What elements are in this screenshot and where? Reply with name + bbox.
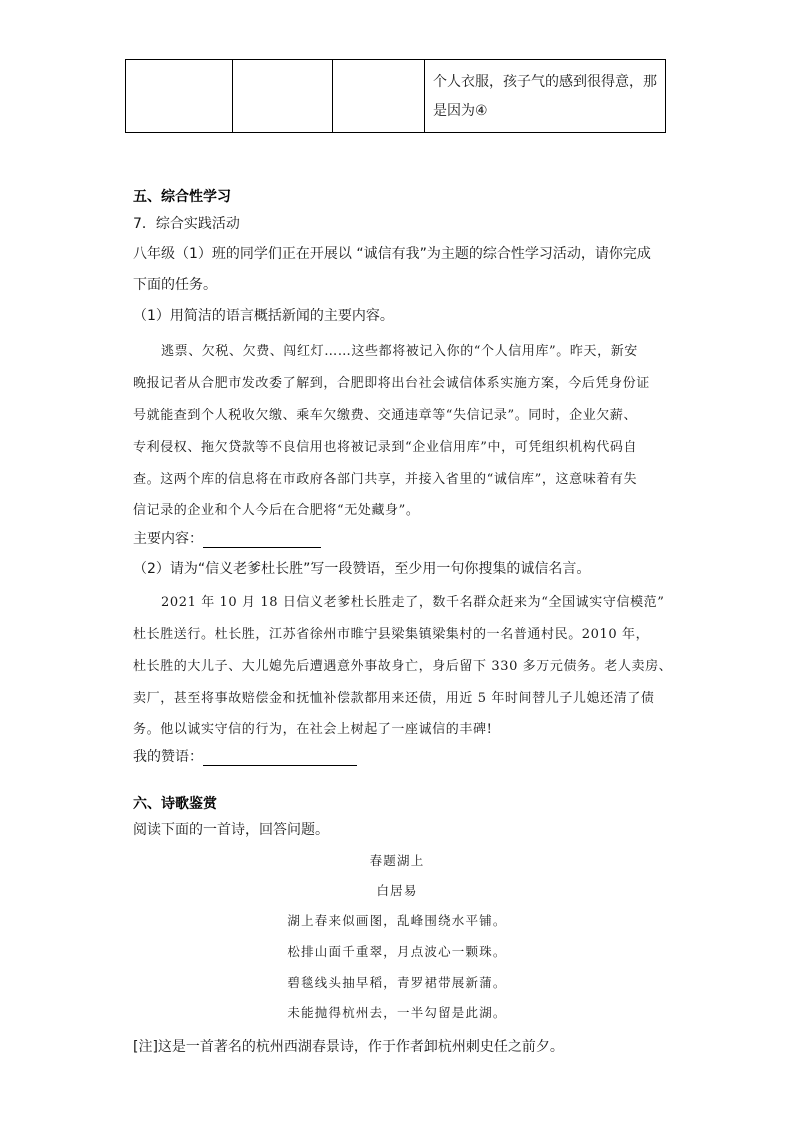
news-line: 逃票、欠税、欠费、闯红灯……这些都将被记入你的“个人信用库”。昨天，新安	[161, 344, 638, 359]
news-line: 专利侵权、拖欠贷款等不良信用也将被记录到“企业信用库”中，可凭组织机构代码自	[133, 440, 638, 455]
praise-label: 我的赞语：	[133, 749, 203, 765]
table-cell	[126, 60, 233, 133]
table-cell	[233, 60, 333, 133]
task1-prompt: （1）用简洁的语言概括新闻的主要内容。	[133, 308, 394, 324]
poem-note: [注]这是一首著名的杭州西湖春景诗，作于作者卸杭州刺史任之前夕。	[133, 1039, 564, 1055]
intro-line: 下面的任务。	[133, 277, 217, 293]
story-line: 2021 年 10 月 18 日信义老爹杜长胜走了，数千名群众赶来为“全国诚实守信模范”	[161, 595, 665, 610]
news-line: 信记录的企业和个人今后在合肥将“无处藏身”。	[133, 503, 420, 518]
praise-answer-row	[133, 746, 357, 766]
news-line: 查。这两个库的信息将在市政府各部门共享，并接入省里的“诚信库”，这意味着有失	[133, 472, 638, 487]
story-line: 杜长胜的大儿子、大儿媳先后遭遇意外事故身亡，身后留下 330 多万元债务。老人卖房、	[133, 659, 673, 674]
poem-title: 春题湖上	[369, 853, 425, 868]
table-row	[126, 60, 666, 133]
story-line: 杜长胜送行。杜长胜，江苏省徐州市睢宁县梁集镇梁集村的一名普通村民。2010 年，	[133, 627, 650, 642]
story-line: 卖厂，甚至将事故赔偿金和抚恤补偿款都用来还债，用近 5 年时间替儿子儿媳还清了债	[133, 691, 655, 706]
main-content-blank[interactable]	[203, 533, 321, 548]
answer-table-fragment	[125, 59, 666, 133]
poem-line: 松排山面千重翠，月点波心一颗珠。	[287, 944, 507, 959]
task2-prompt: （2）请为“信义老爹杜长胜”写一段赞语，至少用一句你搜集的诚信名言。	[133, 561, 591, 577]
table-cell	[333, 60, 425, 133]
praise-blank[interactable]	[203, 751, 357, 766]
news-line: 号就能查到个人税收欠缴、乘车欠缴费、交通违章等“失信记录”。同时，企业欠薪、	[133, 408, 638, 423]
section6-heading: 六、诗歌鉴赏	[133, 796, 217, 812]
table-cell-line: 个人衣服，孩子气的感到很得意，那	[433, 74, 657, 90]
table-cell-line: 是因为④	[433, 103, 488, 119]
main-content-answer-row	[133, 528, 321, 548]
story-line: 务。他以诚实守信的行为，在社会上树起了一座诚信的丰碑!	[133, 722, 493, 737]
poem-line: 湖上春来似画图，乱峰围绕水平铺。	[287, 913, 507, 928]
poem-line: 未能抛得杭州去，一半勾留是此湖。	[287, 1005, 507, 1020]
poem-line: 碧毯线头抽早稻，青罗裙带展新蒲。	[287, 975, 507, 990]
news-line: 晚报记者从合肥市发改委了解到，合肥即将出台社会诚信体系实施方案，今后凭身份证	[133, 376, 650, 391]
section5-heading: 五、综合性学习	[133, 189, 231, 205]
table-cell-text	[425, 60, 666, 133]
question7-title: 7．综合实践活动	[133, 216, 240, 232]
poem-instruction: 阅读下面的一首诗，回答问题。	[133, 822, 329, 838]
main-content-label: 主要内容：	[133, 531, 203, 547]
poem-author: 白居易	[376, 883, 418, 898]
intro-line: 八年级（1）班的同学们正在开展以 “诚信有我”为主题的综合性学习活动，请你完成	[133, 246, 651, 262]
